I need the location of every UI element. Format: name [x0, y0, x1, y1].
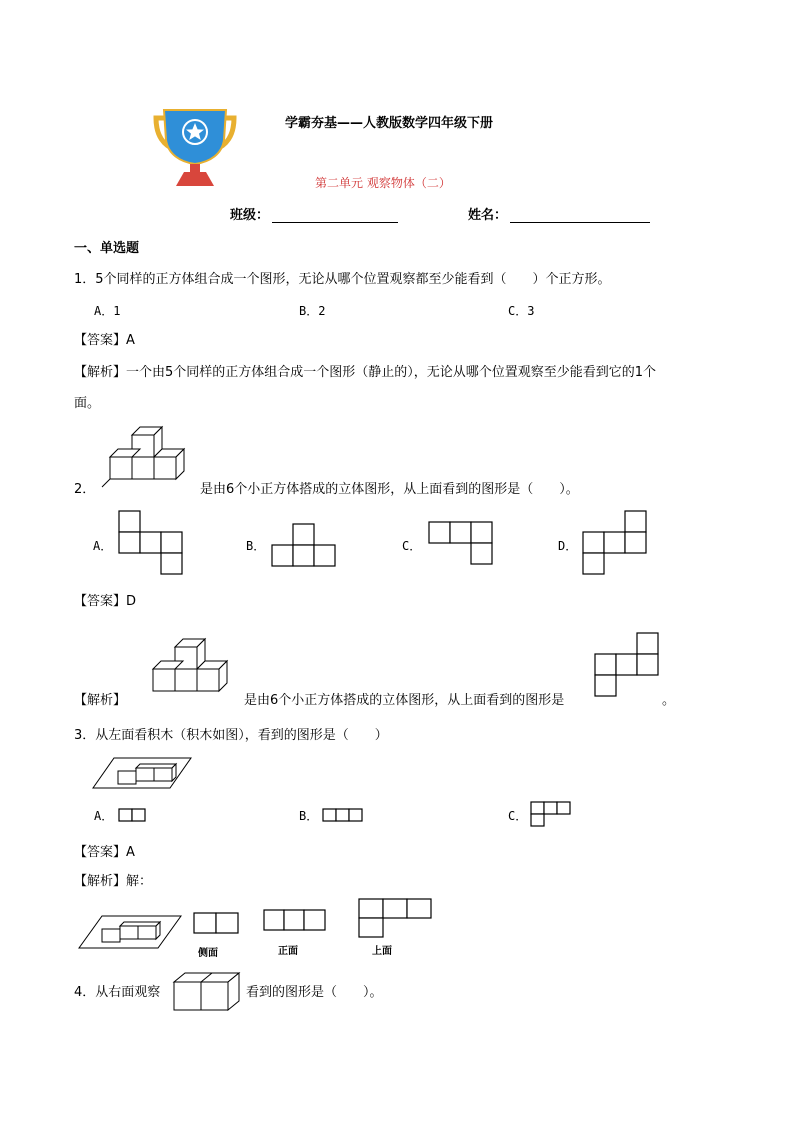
q2-option-c[interactable]: C．	[402, 539, 422, 553]
q2-option-a-figure[interactable]	[118, 510, 184, 576]
q2-analysis-prefix: 【解析】	[74, 693, 127, 708]
trophy-logo	[152, 106, 238, 188]
q3-top-view	[358, 898, 434, 940]
q3-option-a-figure[interactable]	[118, 808, 148, 822]
q2-analysis-cube-figure	[145, 639, 237, 701]
q3-side-view	[193, 912, 239, 934]
q3-option-c-figure[interactable]	[530, 801, 574, 829]
q1-option-b[interactable]: B．2	[299, 304, 326, 318]
q2-option-a[interactable]: A．	[93, 539, 113, 553]
q3-top-label: 上面	[372, 946, 392, 957]
q3-option-c[interactable]: C．	[508, 809, 528, 823]
q2-text: 是由6个小正方体搭成的立体图形，从上面看到的图形是（ ）。	[200, 482, 579, 497]
name-label: 姓名：	[468, 208, 508, 223]
q4-cube-figure	[173, 972, 243, 1012]
q3-analysis-blocks-figure	[78, 915, 182, 949]
q2-analysis-top-view	[594, 632, 662, 678]
q2-option-b-figure[interactable]	[271, 523, 337, 569]
q2-option-c-figure[interactable]	[428, 521, 494, 567]
doc-title: 学霸夯基——人教版数学四年级下册	[285, 116, 494, 131]
q1-analysis: 【解析】一个由5个同样的正方体组合成一个图形（静止的），无论从哪个位置观察至少能看到它的1个	[74, 365, 657, 380]
q2-analysis-top-view-extra	[594, 674, 618, 698]
q2-analysis-end: 。	[662, 693, 676, 708]
q3-front-view	[263, 909, 327, 931]
q1-answer: 【答案】A	[74, 333, 135, 348]
q3-side-label: 侧面	[198, 948, 218, 959]
q3-answer: 【答案】A	[74, 845, 135, 860]
q1-option-c[interactable]: C．3	[508, 304, 535, 318]
q1-text: 1．5个同样的正方体组合成一个图形，无论从哪个位置观察都至少能看到（ ）个正方形。	[74, 272, 611, 287]
q2-option-d[interactable]: D．	[558, 539, 578, 553]
q3-front-label: 正面	[278, 946, 298, 957]
q2-number: 2．	[74, 482, 96, 497]
name-blank[interactable]	[510, 208, 650, 223]
q3-option-a[interactable]: A．	[94, 809, 114, 823]
q2-analysis-text: 是由6个小正方体搭成的立体图形，从上面看到的图形是	[244, 693, 565, 708]
q2-option-d-figure[interactable]	[582, 510, 650, 578]
unit-subtitle: 第二单元 观察物体（二）	[315, 176, 451, 190]
q3-text: 3．从左面看积木（积木如图），看到的图形是（ ）	[74, 728, 388, 743]
q3-analysis: 【解析】解：	[74, 874, 153, 889]
q4-text: 看到的图形是（ ）。	[246, 985, 383, 1000]
class-blank[interactable]	[272, 208, 398, 223]
q4-prefix: 4．从右面观察	[74, 985, 161, 1000]
q2-cube-figure	[102, 427, 192, 489]
q3-option-b[interactable]: B．	[299, 809, 319, 823]
q2-option-b[interactable]: B．	[246, 539, 266, 553]
class-label: 班级：	[230, 208, 270, 223]
q2-answer: 【答案】D	[74, 594, 137, 609]
q3-option-b-figure[interactable]	[322, 808, 366, 822]
q1-option-a[interactable]: A．1	[94, 304, 121, 318]
section-heading: 一、单选题	[74, 241, 140, 256]
q3-blocks-figure	[92, 757, 192, 789]
q1-analysis-cont: 面。	[74, 396, 101, 411]
